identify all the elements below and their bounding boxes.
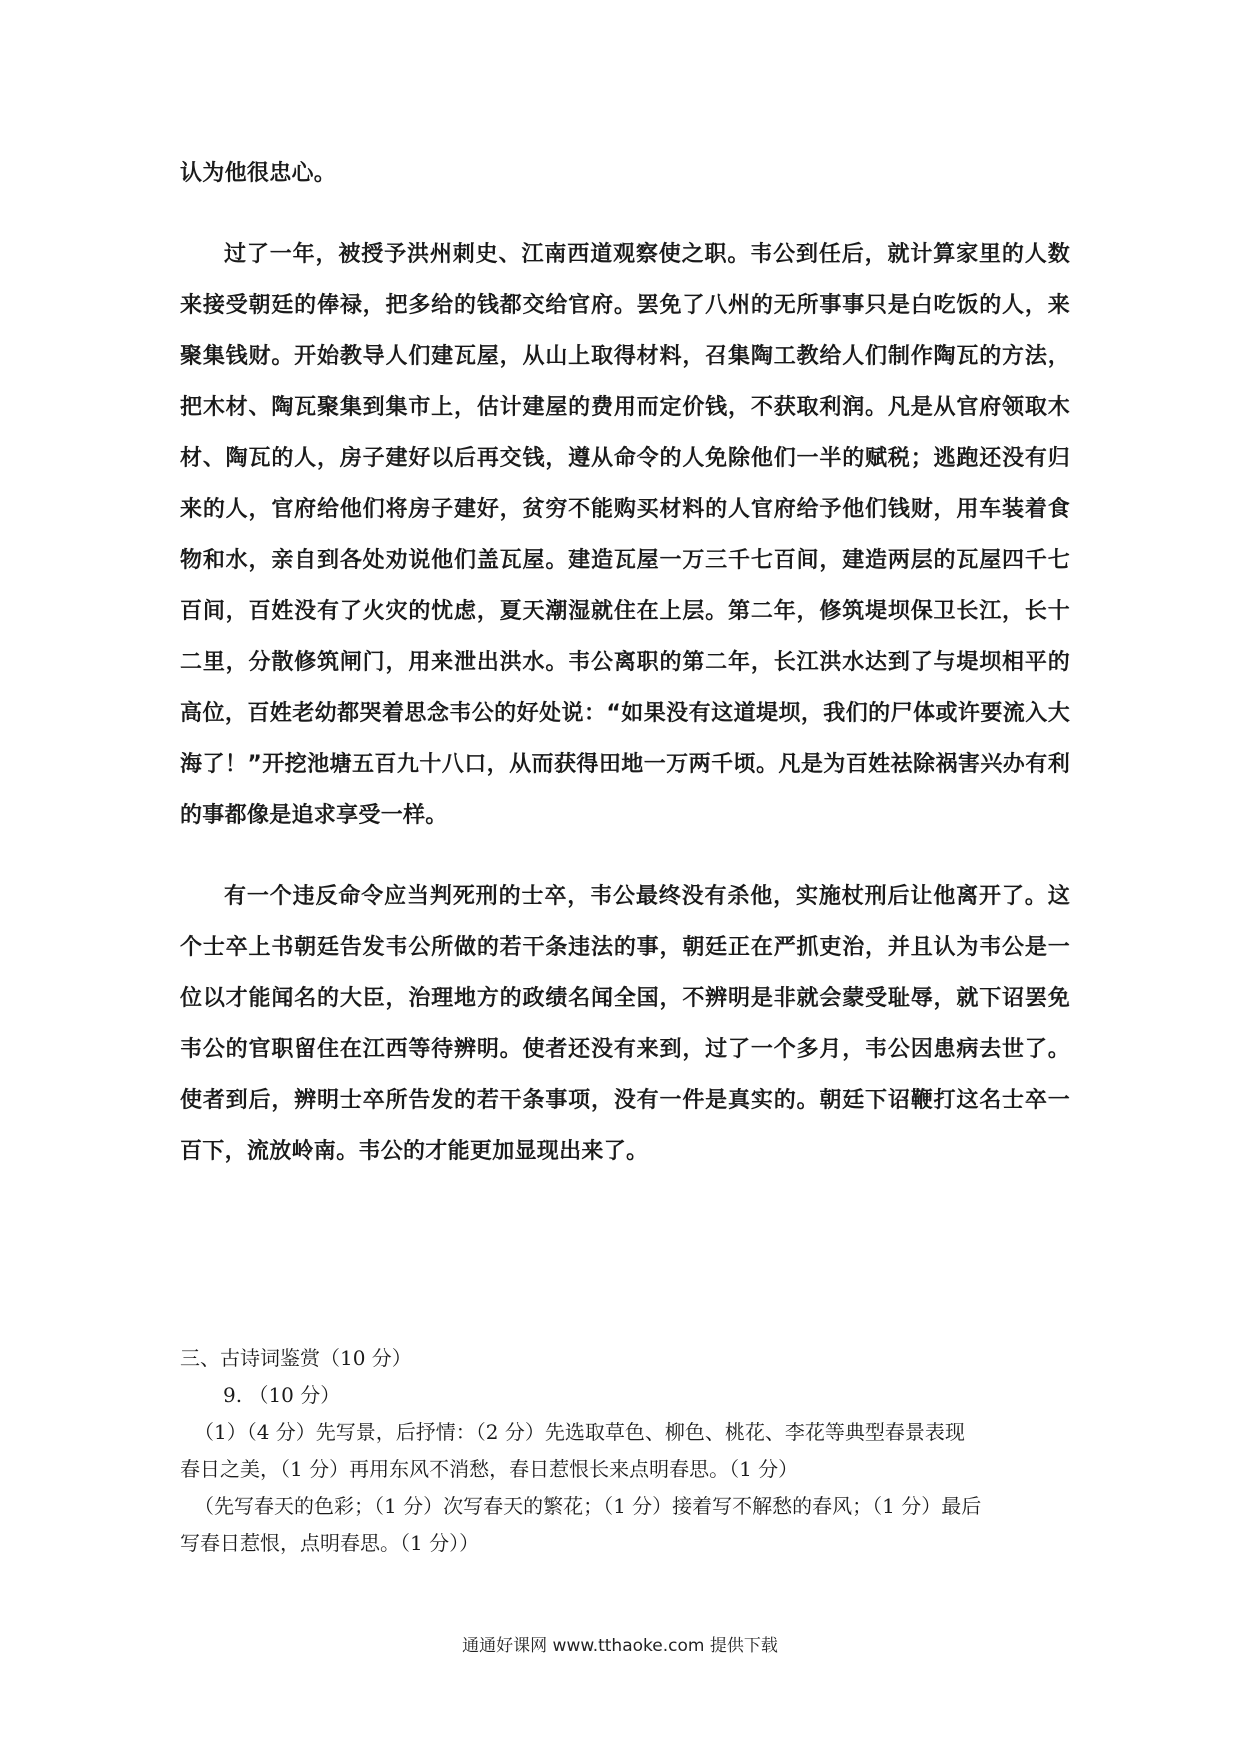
section-heading: 三、古诗词鉴赏（10 分） <box>180 1346 412 1370</box>
question-number: 9. （10 分） <box>223 1383 341 1407</box>
answer-item-1-alt-line-2: 写春日惹恨，点明春思。（1 分）） <box>180 1531 480 1555</box>
answer-item-1-alt-line-1: （先写春天的色彩；（1 分）次写春天的繁花；（1 分）接着写不解愁的春风；（1 分）最后 <box>194 1494 982 1518</box>
answer-item-1-line-1: （1）（4 分）先写景，后抒情：（2 分）先选取草色、柳色、桃花、李花等典型春景表现 <box>194 1420 965 1444</box>
answer-item-1-line-2: 春日之美，（1 分）再用东风不消愁，春日惹恨长来点明春思。（1 分） <box>180 1457 799 1481</box>
translation-paragraph-2: 有一个违反命令应当判死刑的士卒，韦公最终没有杀他，实施杖刑后让他离开了。这个士卒上书朝廷告发韦公所做的若干条违法的事，朝廷正在严抓吏治，并且认为韦公是一位以才能闻名的大臣，治理地方的政绩名闻全国，不辨明是非就会蒙受耻辱，就下诏罢免韦公的官职留住在江西等待辨明。使者还没有来到，过了一个多月，韦公因患病去世了。使者到后，辨明士卒所告发的若干条事项，没有一件是真实的。朝廷下诏鞭打这名士卒一百下，流放岭南。韦公的才能更加显现出来了。 <box>180 884 1070 1164</box>
page-footer: 通通好课网 www.tthaoke.com 提供下载 <box>462 1636 778 1656</box>
answer-section <box>180 1340 1070 1562</box>
translation-paragraph-1: 过了一年，被授予洪州刺史、江南西道观察使之职。韦公到任后，就计算家里的人数来接受朝廷的俸禄，把多给的钱都交给官府。罢免了八州的无所事事只是白吃饭的人，来聚集钱财。开始教导人们建瓦屋，从山上取得材料，召集陶工教给人们制作陶瓦的方法，把木材、陶瓦聚集到集市上，估计建屋的费用而定价钱，不获取利润。凡是从官府领取木材、陶瓦的人，房子建好以后再交钱，遵从命令的人免除他们一半的赋税；逃跑还没有归来的人，官府给他们将房子建好，贫穷不能购买材料的人官府给予他们钱财，用车装着食物和水，亲自到各处劝说他们盖瓦屋。建造瓦屋一万三千七百间，建造两层的瓦屋四千七百间，百姓没有了火灾的忧虑，夏天潮湿就住在上层。第二年，修筑堤坝保卫长江，长十二里，分散修筑闸门，用来泄出洪水。韦公离职的第二年，长江洪水达到了与堤坝相平的高位，百姓老幼都哭着思念韦公的好处说：“如果没有这道堤坝，我们的尸体或许要流入大海了！”开挖池塘五百九十八口，从而获得田地一万两千顷。凡是为百姓祛除祸害兴办有利的事都像是追求享受一样。 <box>180 242 1070 828</box>
translation-opening-line: 认为他很忠心。 <box>180 161 337 186</box>
translation-text <box>180 148 1070 1177</box>
